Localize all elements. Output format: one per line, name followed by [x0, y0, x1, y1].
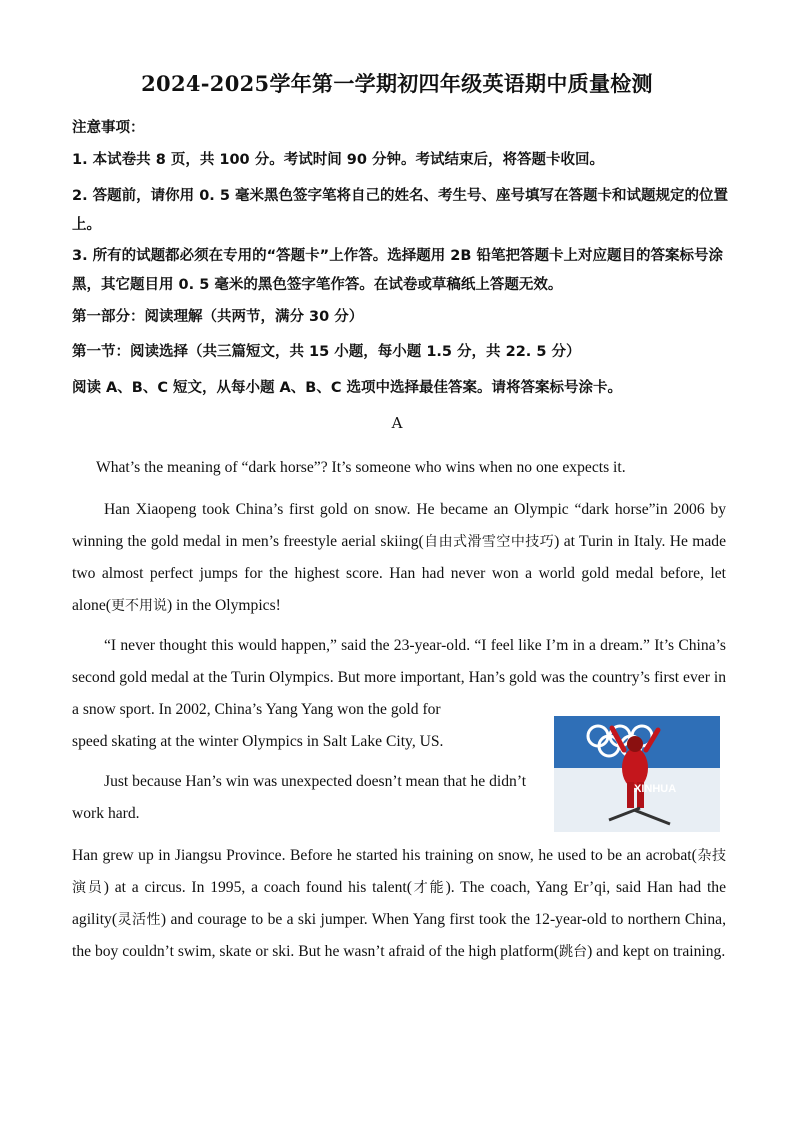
paragraph-4-end: work hard. — [72, 805, 140, 822]
notice-item-1: 1. 本试卷共 8 页，共 100 分。考试时间 90 分钟。考试结束后，将答题卡收回。 — [72, 152, 604, 168]
skier-image — [554, 716, 720, 832]
paragraph-1: What’s the meaning of “dark horse”? It’s someone who wins when no one expects it. — [96, 459, 626, 476]
paragraph-3-end: speed skating at the winter Olympics in Salt Lake City, US. — [72, 733, 444, 750]
notice-heading: 注意事项： — [72, 120, 145, 136]
paragraph-3 — [72, 630, 726, 726]
notice-item-3: 3. 所有的试题都必须在专用的“答题卡”上作答。选择题用 2B 铅笔把答题卡上对应题目的答案标号涂黑，其它题目用 0. 5 毫米的黑色签字笔作答。在试卷或草稿纸上答题无效。 — [72, 248, 723, 293]
paragraph-5: Han grew up in Jiangsu Province. Before he started his training on snow, he used to be an acrobat(杂技演员) at a circus. In 1995, a coach found his talent(才能). The coach, Yang Er’qi, said Han had the agility(灵活性) and courage to be a ski jumper. When Yang first took the 12-year-old to northern China, the boy couldn’t swim, skate or ski. But he wasn’t afraid of the high platform(跳台) and kept on training. — [72, 847, 727, 960]
section-heading: 第一节：阅读选择（共三篇短文，共 15 小题，每小题 1.5 分，共 22. 5 分） — [72, 344, 581, 360]
paragraph-4-top: Just because Han’s win was unexpected doesn’t mean that he didn’t — [104, 773, 527, 790]
paragraph-2: Han Xiaopeng took China’s first gold on snow. He became an Olympic “dark horse”in 2006 by winning the gold medal in men’s freestyle aerial skiing(自由式滑雪空中技巧) at Turin in Italy. He made two almost perfect jumps for the highest score. Han had never won a world gold medal before, let alone(更不用说) in the Olympics! — [72, 501, 727, 614]
page-title: 2024-2025学年第一学期初四年级英语期中质量检测 — [141, 71, 653, 96]
reading-instruction: 阅读 A、B、C 短文，从每小题 A、B、C 选项中选择最佳答案。请将答案标号涂卡。 — [72, 380, 623, 396]
photo-caption: XINHUA — [634, 783, 677, 795]
notice-item-2: 2. 答题前，请你用 0. 5 毫米黑色签字笔将自己的姓名、考生号、座号填写在答题卡和试题规定的位置上。 — [72, 188, 728, 233]
paragraph-3-top: “I never thought this would happen,” said the 23-year-old. “I feel like I’m in a dream.” It’s China’s second gold medal at the Turin Olympics. But more important, Han’s gold was the country’s first ever in a snow sport. In 2002, China’s Yang Yang won the gold for — [72, 637, 726, 718]
skier-photo — [554, 716, 720, 832]
part-heading: 第一部分：阅读理解（共两节，满分 30 分） — [72, 309, 364, 325]
passage-letter: A — [391, 414, 403, 432]
